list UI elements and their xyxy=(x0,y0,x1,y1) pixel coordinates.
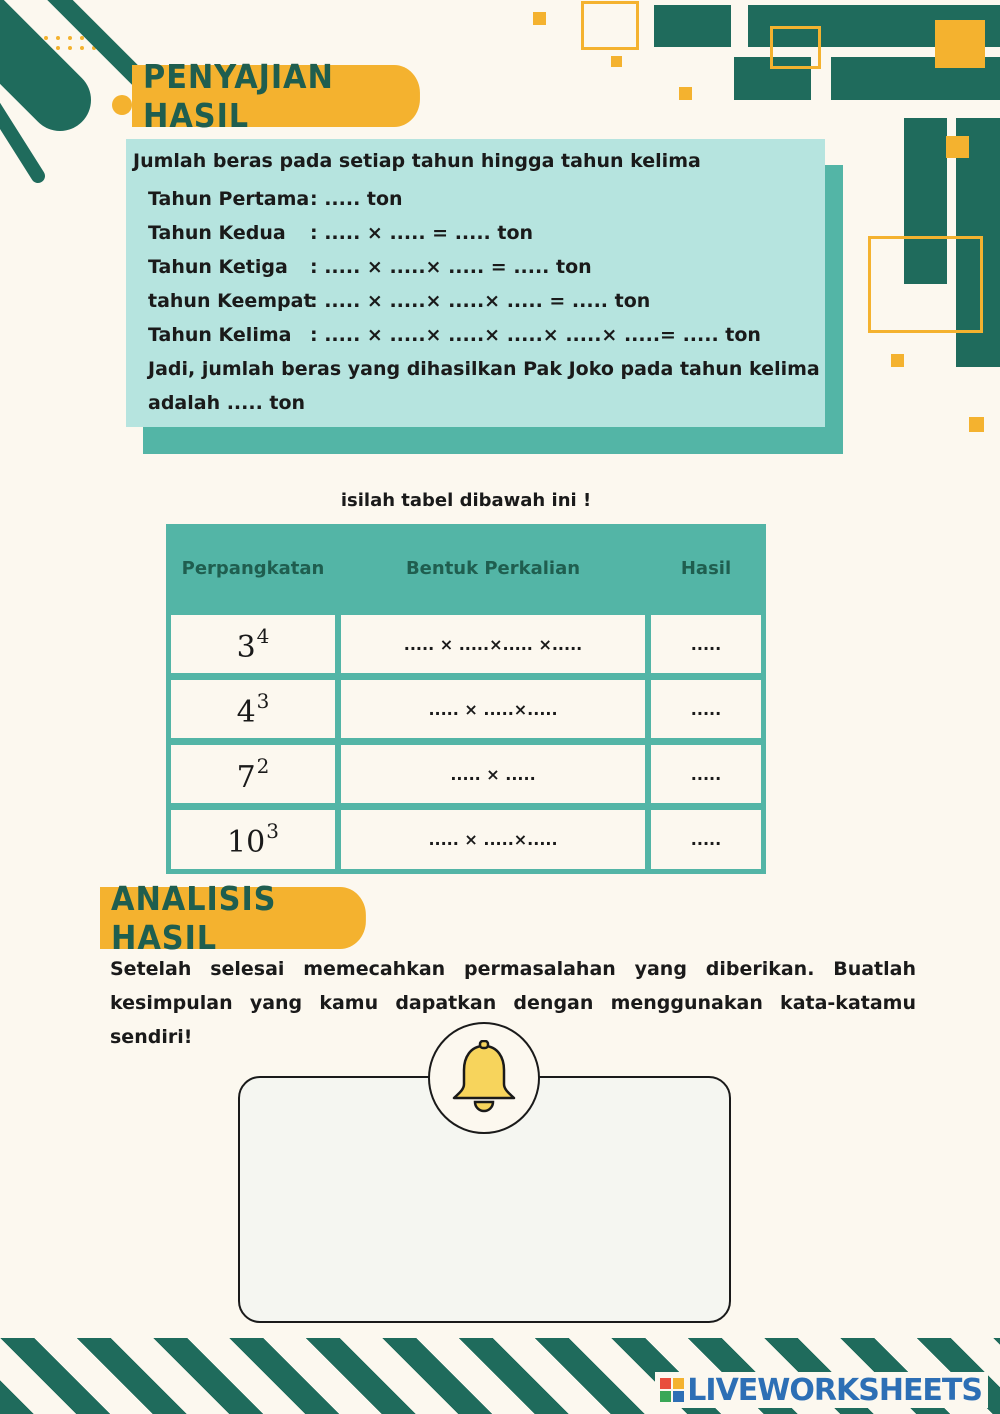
row-value: : ..... × ..... = ..... ton xyxy=(310,222,534,244)
result-input[interactable]: ..... xyxy=(651,680,761,738)
table-instruction: isilah tabel dibawah ini ! xyxy=(340,490,592,511)
multiplication-form-input[interactable]: ..... × .....×..... xyxy=(341,810,645,869)
square-decoration xyxy=(891,354,904,367)
square-decoration xyxy=(533,12,546,25)
row-year-3 xyxy=(148,256,592,278)
conclusion-line: Jadi, jumlah beras yang dihasilkan Pak Joko pada tahun kelima xyxy=(148,358,820,380)
square-outline-decoration xyxy=(581,1,639,50)
power-exponent: 2 xyxy=(256,753,270,778)
liveworksheets-logo-icon xyxy=(659,1377,685,1403)
power-cell xyxy=(171,615,335,673)
header-multiplication-form: Bentuk Perkalian xyxy=(405,557,581,579)
presentation-heading: PENYAJIAN HASIL xyxy=(132,65,420,127)
square-outline-decoration xyxy=(770,26,821,69)
bell-badge xyxy=(428,1022,540,1134)
row-label: tahun Keempat xyxy=(148,290,313,312)
square-decoration xyxy=(611,56,622,67)
row-value: : ..... × .....× ..... = ..... ton xyxy=(310,256,592,278)
result-input[interactable]: ..... xyxy=(651,615,761,673)
power-cell xyxy=(171,680,335,738)
rect-decoration xyxy=(654,5,731,47)
multiplication-form-input[interactable]: ..... × .....×..... ×..... xyxy=(341,615,645,673)
power-base: 3 xyxy=(236,629,256,665)
row-year-4 xyxy=(148,290,650,312)
multiplication-form-input[interactable]: ..... × .....×..... xyxy=(341,680,645,738)
power-exponent: 3 xyxy=(266,819,279,843)
bell-icon xyxy=(448,1040,520,1116)
analysis-heading: ANALISIS HASIL xyxy=(100,887,366,949)
power-cell xyxy=(171,810,335,869)
brand-name: LIVEWORKSHEETS xyxy=(687,1372,982,1408)
dot-decoration xyxy=(112,95,132,115)
header-power: Perpangkatan xyxy=(181,557,325,579)
square-decoration xyxy=(679,87,692,100)
header-result: Hasil xyxy=(680,557,732,579)
power-base: 10 xyxy=(227,825,266,860)
row-year-2 xyxy=(148,222,533,244)
row-value: : ..... × .....× .....× ..... = ..... ton xyxy=(310,290,651,312)
row-value: : ..... ton xyxy=(310,188,403,210)
result-input[interactable]: ..... xyxy=(651,810,761,869)
analysis-instruction-line: sendiri! xyxy=(110,1026,193,1048)
brand-logo xyxy=(655,1372,988,1408)
power-cell xyxy=(171,745,335,803)
conclusion-line: adalah ..... ton xyxy=(148,392,306,414)
power-base: 7 xyxy=(236,759,256,795)
power-exponent: 4 xyxy=(256,623,270,648)
multiplication-form-input[interactable]: ..... × ..... xyxy=(341,745,645,803)
row-value: : ..... × .....× .....× .....× .....× .....= ..... ton xyxy=(310,324,761,346)
row-label: Tahun Kedua xyxy=(148,222,286,244)
power-base: 4 xyxy=(236,694,256,730)
row-year-1 xyxy=(148,188,403,210)
row-label: Tahun Ketiga xyxy=(148,256,288,278)
row-label: Tahun Pertama xyxy=(148,188,310,210)
presentation-card xyxy=(126,139,825,427)
square-outline-decoration xyxy=(868,236,983,333)
presentation-intro: Jumlah beras pada setiap tahun hingga tahun kelima xyxy=(133,150,701,172)
square-decoration xyxy=(969,417,984,432)
result-input[interactable]: ..... xyxy=(651,745,761,803)
row-label: Tahun Kelima xyxy=(148,324,292,346)
row-year-5 xyxy=(148,324,761,346)
square-decoration xyxy=(935,20,985,68)
square-decoration xyxy=(946,136,969,158)
analysis-instruction-line: kesimpulan yang kamu dapatkan dengan menggunakan kata-katamu xyxy=(110,992,916,1014)
analysis-instruction-line: Setelah selesai memecahkan permasalahan yang diberikan. Buatlah xyxy=(110,958,916,980)
power-exponent: 3 xyxy=(256,688,270,713)
